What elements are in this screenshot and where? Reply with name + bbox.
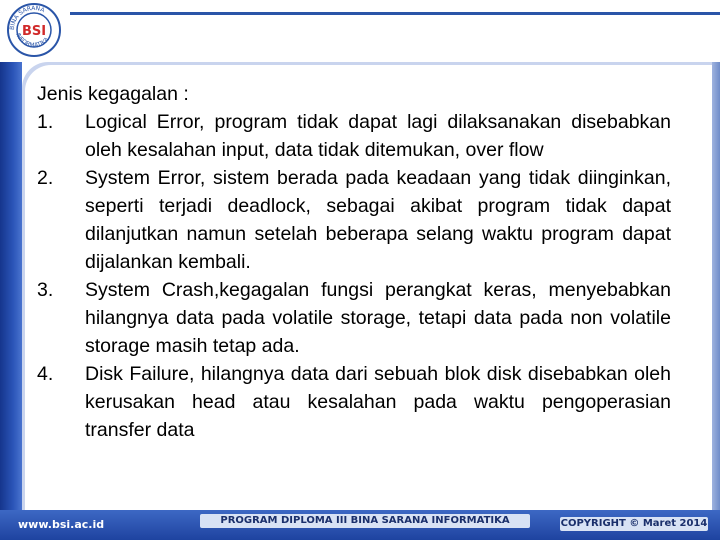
item-number: 1. — [37, 111, 54, 133]
item-number: 4. — [37, 363, 54, 385]
list-item — [37, 108, 671, 164]
footer-copyright: COPYRIGHT © Maret 2014 — [560, 518, 708, 529]
item-text: System Crash,kegagalan fungsi perangkat keras, menyebabkan hilangnya data pada volatile storage, tetapi data pada non volatile storage masih tetap ada. — [85, 279, 671, 357]
intro-text: Jenis kegagalan : — [37, 83, 189, 105]
right-frame — [712, 62, 720, 510]
svg-text:BINA SARANA: BINA SARANA — [8, 4, 46, 31]
left-frame — [0, 62, 22, 510]
header-rule — [70, 12, 720, 15]
footer-program: PROGRAM DIPLOMA III BINA SARANA INFORMATIKA — [200, 514, 530, 528]
list-item — [37, 276, 671, 360]
list-item — [37, 164, 671, 276]
svg-text:BSI: BSI — [21, 24, 47, 39]
bsi-logo — [6, 2, 62, 58]
list-item — [37, 360, 671, 444]
item-number: 2. — [37, 167, 54, 189]
svg-text:INFORMATIKA: INFORMATIKA — [14, 32, 51, 50]
footer-website: www.bsi.ac.id — [18, 518, 105, 531]
item-text: System Error, sistem berada pada keadaan yang tidak diinginkan, seperti terjadi deadlock, sebagai akibat program tidak dapat dilanjutkan namun setelah beberapa selang waktu program dapat dijalankan kembali. — [85, 167, 671, 273]
item-text: Disk Failure, hilangnya data dari sebuah blok disk disebabkan oleh kerusakan head atau kesalahan pada waktu pengoperasian transfer data — [85, 363, 671, 441]
slide-body — [37, 80, 671, 444]
header-band — [0, 0, 720, 62]
item-number: 3. — [37, 279, 54, 301]
item-text: Logical Error, program tidak dapat lagi dilaksanakan disebabkan oleh kesalahan input, data tidak ditemukan, over flow — [85, 111, 671, 161]
